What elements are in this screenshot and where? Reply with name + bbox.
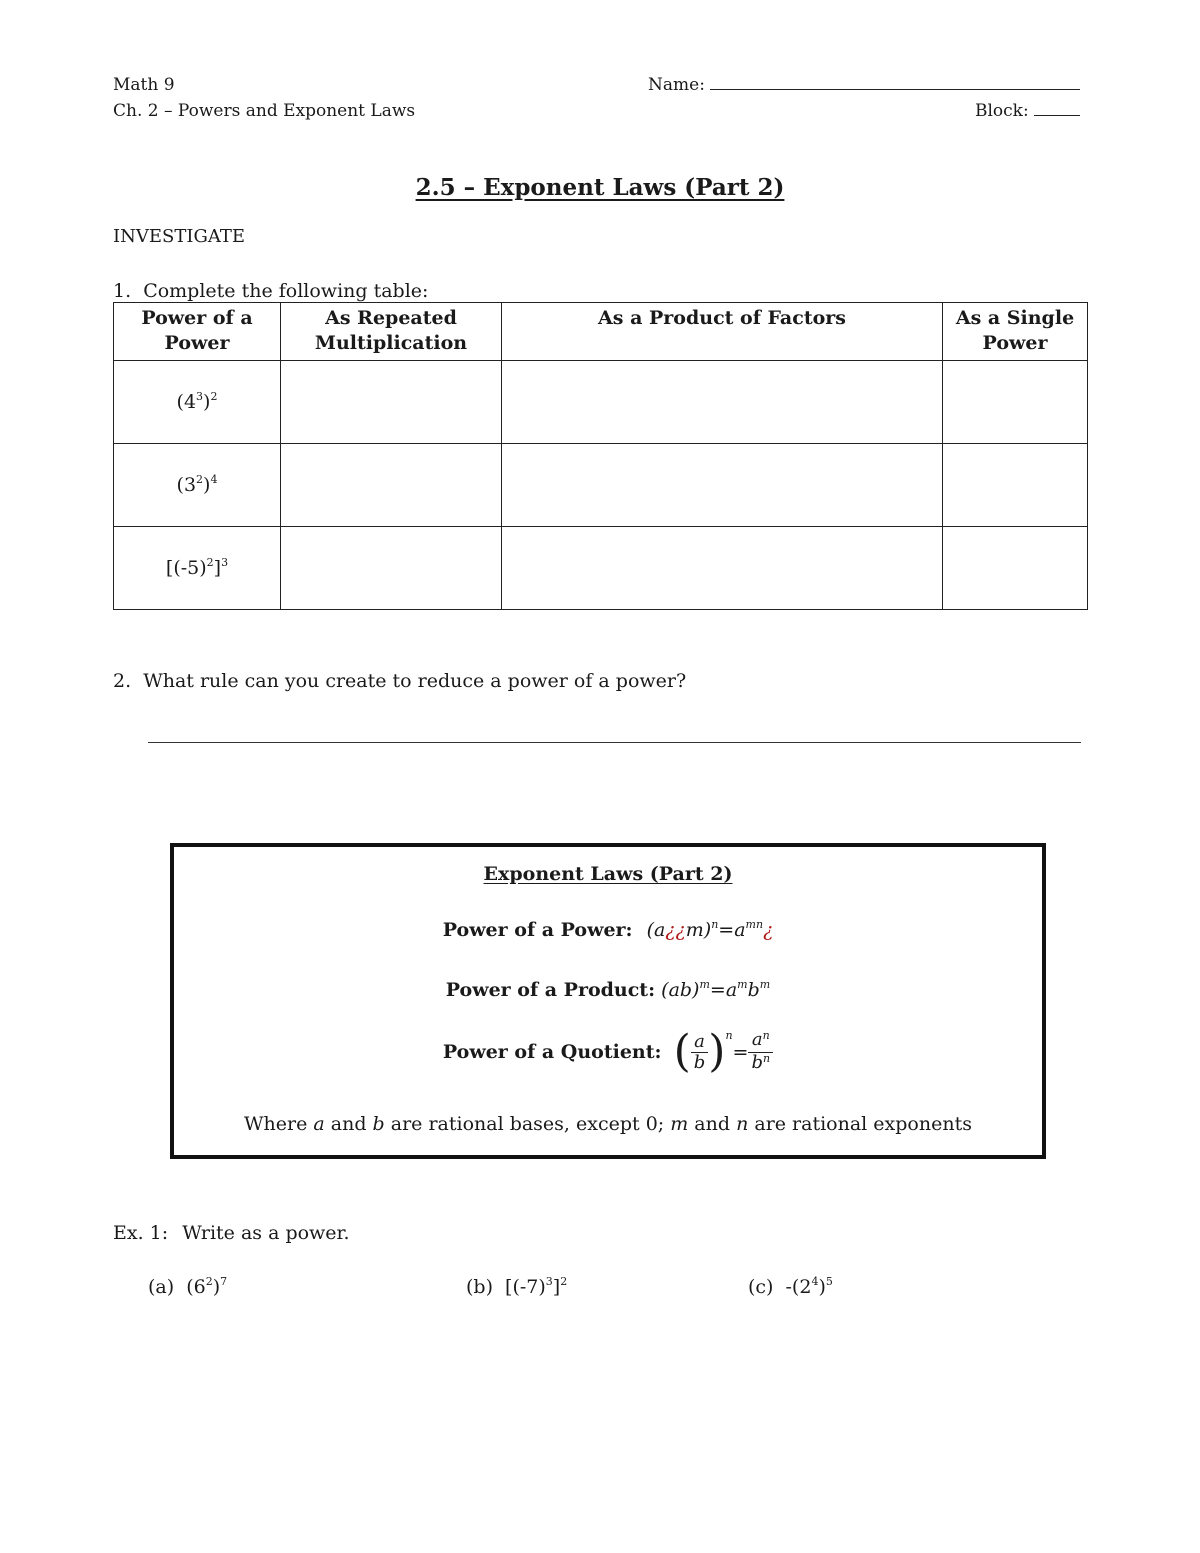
power-of-quotient-law — [174, 1023, 1042, 1079]
power-of-quotient-formula: ( $\frac{a}{b}$ )$^n$= $\frac{a^n}{b^n}$ — [674, 1030, 774, 1075]
question-1-number: 1. — [113, 280, 132, 302]
power-of-power-law — [174, 919, 1042, 941]
product-of-factors-cell[interactable] — [502, 444, 943, 527]
question-2 — [113, 670, 686, 692]
power-of-product-formula: $(ab)^m=a^mb^m$ — [661, 978, 771, 1001]
header-product-of-factors: As a Product of Factors — [502, 303, 943, 361]
laws-note: Where a and b are rational bases, except 0; m and n are rational exponents — [244, 1113, 972, 1135]
chapter-label: Ch. 2 – Powers and Exponent Laws — [113, 101, 416, 121]
block-blank — [1034, 101, 1080, 116]
example-part-b: (b) $[(-7)^3]^2$ — [466, 1275, 568, 1298]
single-power-cell[interactable] — [943, 361, 1088, 444]
expression-cell: $[(-5)^2]^3$ — [114, 527, 281, 610]
power-table — [113, 302, 1088, 610]
block-label: Block: — [975, 101, 1029, 121]
section-heading: INVESTIGATE — [113, 226, 245, 247]
example-part-a: (a) $(6^2)^7$ — [148, 1275, 228, 1298]
repeated-multiplication-cell[interactable] — [281, 361, 502, 444]
example-1-label: Ex. 1: — [113, 1222, 169, 1244]
course-label: Math 9 — [113, 75, 175, 95]
power-of-quotient-label: Power of a Quotient: — [442, 1041, 662, 1063]
table-row — [114, 361, 1088, 444]
question-1 — [113, 280, 428, 302]
question-2-text: What rule can you create to reduce a power of a power? — [143, 670, 687, 692]
power-of-product-law — [174, 979, 1042, 1001]
expression-cell: $(3^2)^4$ — [114, 444, 281, 527]
product-of-factors-cell[interactable] — [502, 527, 943, 610]
block-field — [975, 101, 1080, 121]
repeated-multiplication-cell[interactable] — [281, 444, 502, 527]
page-title: 2.5 – Exponent Laws (Part 2) — [415, 174, 785, 201]
question-2-number: 2. — [113, 670, 132, 692]
single-power-cell[interactable] — [943, 527, 1088, 610]
single-power-cell[interactable] — [943, 444, 1088, 527]
example-1 — [113, 1222, 350, 1244]
expression-cell: $(4^3)^2$ — [114, 361, 281, 444]
answer-line[interactable] — [148, 742, 1081, 743]
laws-title: Exponent Laws (Part 2) — [483, 863, 733, 885]
table-row — [114, 527, 1088, 610]
header-power-of-power: Power of a Power — [114, 303, 281, 361]
question-1-text: Complete the following table: — [143, 280, 429, 302]
name-blank — [710, 75, 1080, 90]
power-of-power-label: Power of a Power: — [442, 919, 633, 941]
table-row — [114, 444, 1088, 527]
power-of-product-label: Power of a Product: — [445, 979, 656, 1001]
name-field — [648, 75, 1080, 95]
example-part-c: (c) $-(2^4)^5$ — [748, 1275, 833, 1298]
product-of-factors-cell[interactable] — [502, 361, 943, 444]
header-repeated-multiplication: As Repeated Multiplication — [281, 303, 502, 361]
header-single-power: As a Single Power — [943, 303, 1088, 361]
exponent-laws-box — [170, 843, 1046, 1159]
repeated-multiplication-cell[interactable] — [281, 527, 502, 610]
name-label: Name: — [648, 75, 705, 95]
example-1-text: Write as a power. — [182, 1222, 350, 1244]
table-header-row — [114, 303, 1088, 361]
power-of-power-formula: $(a¿¿m)^n=a^{mn}¿$ — [646, 918, 774, 941]
